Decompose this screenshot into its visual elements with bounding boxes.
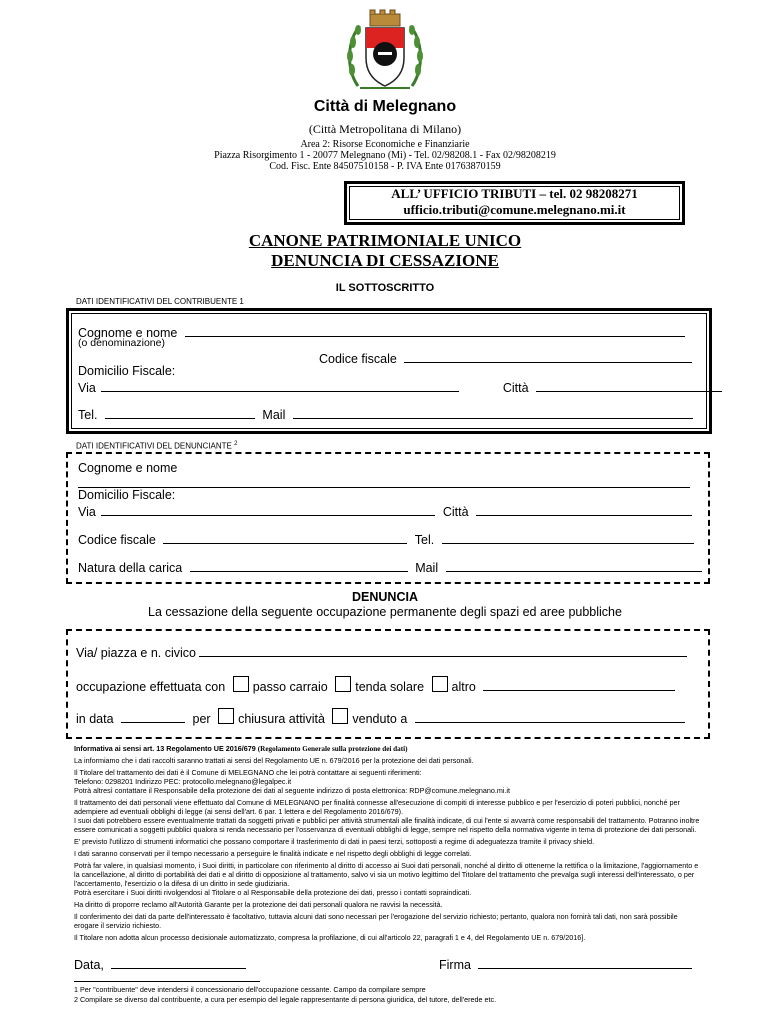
metro-name: (Città Metropolitana di Milano) bbox=[308, 122, 462, 136]
den-via-label: Via bbox=[78, 505, 96, 519]
den-natura-label: Natura della carica bbox=[78, 561, 183, 575]
firma-label: Firma bbox=[439, 958, 471, 972]
fiscal-line: Cod. Fisc. Ente 84507510158 - P. IVA Ente 01763870159 bbox=[269, 161, 501, 172]
den-natura-row bbox=[78, 558, 702, 575]
informativa-paragraph: Il conferimento dei dati da parte dell'interessato è facoltativo, tuttavia alcuni dati sono necessari per l'erogazione del servizio richiesto; pertanto, qualora non fornirà tali dati, non sarà possibile erogare il servizio richiesto. bbox=[74, 912, 678, 930]
footnote-2: 2 Compilare se diverso dal contribuente, a cura per esempio del legale rappresentante di persona giuridica, del tutore, dell'erede etc. bbox=[74, 995, 497, 1004]
data-row bbox=[76, 708, 685, 726]
informativa-paragraph: Il Titolare non adotta alcun processo decisionale automatizzato, compresa la profilazione, di cui all'articolo 22, paragrafi 1 e 4, del Regolamento UE n. 679/2016]. bbox=[74, 933, 586, 942]
citta-field[interactable] bbox=[536, 378, 722, 392]
tenda-solare-checkbox[interactable] bbox=[335, 676, 351, 692]
tel-row bbox=[78, 405, 693, 422]
mail-field[interactable] bbox=[293, 405, 693, 419]
passo-carraio-checkbox[interactable] bbox=[233, 676, 249, 692]
cf-field[interactable] bbox=[404, 349, 692, 363]
occupazione-row bbox=[76, 676, 675, 694]
firma-row bbox=[439, 955, 692, 972]
area-name: Area 2: Risorse Economiche e Finanziarie bbox=[300, 139, 470, 150]
in-data-label: in data bbox=[76, 712, 114, 726]
den-indirizzo-row bbox=[76, 643, 687, 660]
chiusura-label: chiusura attività bbox=[238, 712, 325, 726]
data-signature-row bbox=[74, 955, 246, 972]
in-data-field[interactable] bbox=[121, 709, 185, 723]
per-label: per bbox=[192, 712, 211, 726]
den-tel-field[interactable] bbox=[442, 530, 694, 544]
cf-label: Codice fiscale bbox=[319, 352, 397, 366]
denominazione-label: (o denominazione) bbox=[78, 337, 165, 349]
via-field[interactable] bbox=[101, 378, 459, 392]
venduto-field[interactable] bbox=[415, 709, 685, 723]
den-domicilio-label: Domicilio Fiscale: bbox=[78, 488, 176, 502]
tel-label: Tel. bbox=[78, 408, 98, 422]
den-cf-label: Codice fiscale bbox=[78, 533, 156, 547]
den-cf-field[interactable] bbox=[163, 530, 407, 544]
den-tel-label: Tel. bbox=[414, 533, 435, 547]
venduto-label: venduto a bbox=[352, 712, 408, 726]
informativa-paragraph: Ha diritto di proporre reclamo all'Autorità Garante per la protezione dei dati personali qualora ne ravvisi la necessità. bbox=[74, 900, 443, 909]
den-cf-row bbox=[78, 530, 694, 547]
informativa-paragraph: Il trattamento dei dati personali viene effettuato dal Comune di MELEGNANO per finalità connesse all'esecuzione di compiti di interesse pubblico e per l'esercizio di poteri pubblici, nonché per adempiere ad eventuali obblighi di legge (ai sensi dell'art. 6 par. 1 lettera e del Regolamento 2016/679). I suoi dati potrebbero essere eventualmente trattati da soggetti privati e pubblici per attività strumentali alle finalità indicate, di cui l'ente si avvarrà come responsabili del trattamento. Potranno inoltre essere comunicati a soggetti pubblici qualora si renda necessario per l'osservanza di eventuali obblighi di legge, sempre nel rispetto della normativa vigente in tema di protezione dei dati personali. bbox=[74, 798, 700, 834]
office-phone: ALL’ UFFICIO TRIBUTI – tel. 02 98208271 bbox=[391, 186, 638, 201]
informativa-body bbox=[74, 756, 700, 945]
section-contribuente-label: DATI IDENTIFICATIVI DEL CONTRIBUENTE 1 bbox=[76, 297, 244, 306]
denuncia-subtitle: La cessazione della seguente occupazione permanente degli spazi ed aree pubbliche bbox=[148, 605, 622, 619]
domicilio-label: Domicilio Fiscale: bbox=[78, 364, 176, 378]
city-name: Città di Melegnano bbox=[313, 98, 457, 115]
data-field[interactable] bbox=[111, 955, 246, 969]
denuncia-heading: DENUNCIA bbox=[352, 590, 418, 604]
informativa-paragraph: Il Titolare del trattamento dei dati è il Comune di MELEGNANO che lei potrà contattare ai seguenti riferimenti: Telefono: 0298201 Indirizzo PEC: protocollo.melegnano@legalpec.it Potrà altresì contattare il Responsabile della protezione dei dati al seguente indirizzo di posta elettronica: RDP@comune.melegnano.mi.it bbox=[74, 768, 510, 795]
den-mail-field[interactable] bbox=[446, 558, 702, 572]
via-row bbox=[78, 378, 722, 395]
altro-checkbox[interactable] bbox=[432, 676, 448, 692]
coat-of-arms-logo bbox=[340, 8, 430, 98]
informativa-paragraph: Potrà far valere, in qualsiasi momento, i Suoi diritti, in particolare con riferimento al diritto di accesso ai Suoi dati personali, nonché al diritto di ottenerne la rettifica o la limitazione, l'aggiornamento e la cancellazione, al diritto di portabilità dei dati e al diritto di opposizione al trattamento, salvo vi sia un motivo legittimo del Titolare del trattamento che prevalga sugli interessi dell'interessato, o per l'accertamento, l'esercizio o la difesa di un diritto in sede giudiziaria. Potrà esercitare i Suoi diritti rivolgendosi al Titolare o al Responsabile della protezione dei dati, presso i contatti sopraindicati. bbox=[74, 861, 699, 897]
citta-label: Città bbox=[502, 381, 529, 395]
den-citta-field[interactable] bbox=[476, 502, 692, 516]
tenda-solare-label: tenda solare bbox=[355, 680, 425, 694]
passo-carraio-label: passo carraio bbox=[252, 680, 328, 694]
form-title: CANONE PATRIMONIALE UNICO bbox=[248, 231, 522, 250]
den-cognome-label: Cognome e nome bbox=[78, 461, 178, 475]
section-denunciante-label: DATI IDENTIFICATIVI DEL DENUNCIANTE $^2$ bbox=[76, 441, 238, 451]
cognome-label: Cognome e nome bbox=[78, 326, 178, 340]
sottoscritto-heading: IL SOTTOSCRITTO bbox=[335, 282, 435, 294]
den-indirizzo-label: Via/ piazza e n. civico bbox=[76, 646, 196, 660]
informativa-paragraph: La informiamo che i dati raccolti saranno trattati ai sensi del Regolamento UE n. 679/2016 per la protezione dei dati personali. bbox=[74, 756, 474, 765]
form-subtitle: DENUNCIA DI CESSAZIONE bbox=[271, 251, 499, 270]
tel-field[interactable] bbox=[105, 405, 255, 419]
footnote-divider bbox=[74, 981, 260, 982]
occupazione-label: occupazione effettuata con bbox=[76, 680, 226, 694]
den-indirizzo-field[interactable] bbox=[199, 643, 687, 657]
office-email[interactable]: ufficio.tributi@comune.melegnano.mi.it bbox=[403, 202, 626, 217]
firma-field[interactable] bbox=[478, 955, 692, 969]
den-via-row bbox=[78, 502, 692, 519]
den-citta-label: Città bbox=[442, 505, 469, 519]
mail-label: Mail bbox=[262, 408, 286, 422]
altro-field[interactable] bbox=[483, 677, 675, 691]
informativa-paragraph: E' previsto l'utilizzo di strumenti informatici che possano comportare il trasferimento di dati in paesi terzi, sottoposti a regime di adeguatezza tramite il privacy shield. bbox=[74, 837, 595, 846]
footnote-1: 1 Per "contribuente" deve intendersi il concessionario dell'occupazione cessante. Campo da compilare sempre bbox=[74, 985, 426, 994]
informativa-title: Informativa ai sensi art. 13 Regolamento UE 2016/679 (Regolamento Generale sulla protezione dei dati) bbox=[74, 744, 408, 753]
cognome-row bbox=[78, 323, 685, 340]
via-label: Via bbox=[78, 381, 96, 395]
den-mail-label: Mail bbox=[415, 561, 439, 575]
cognome-field[interactable] bbox=[185, 323, 685, 337]
den-via-field[interactable] bbox=[101, 502, 435, 516]
informativa-paragraph: I dati saranno conservati per il tempo necessario a perseguire le finalità indicate e nel rispetto degli obblighi di legge correlati. bbox=[74, 849, 472, 858]
altro-label: altro bbox=[451, 680, 476, 694]
data-label: Data, bbox=[74, 958, 104, 972]
den-natura-field[interactable] bbox=[190, 558, 408, 572]
address-line: Piazza Risorgimento 1 - 20077 Melegnano (Mi) - Tel. 02/98208.1 - Fax 02/98208219 bbox=[214, 150, 556, 161]
venduto-checkbox[interactable] bbox=[332, 708, 348, 724]
chiusura-checkbox[interactable] bbox=[218, 708, 234, 724]
cf-row bbox=[319, 349, 692, 366]
